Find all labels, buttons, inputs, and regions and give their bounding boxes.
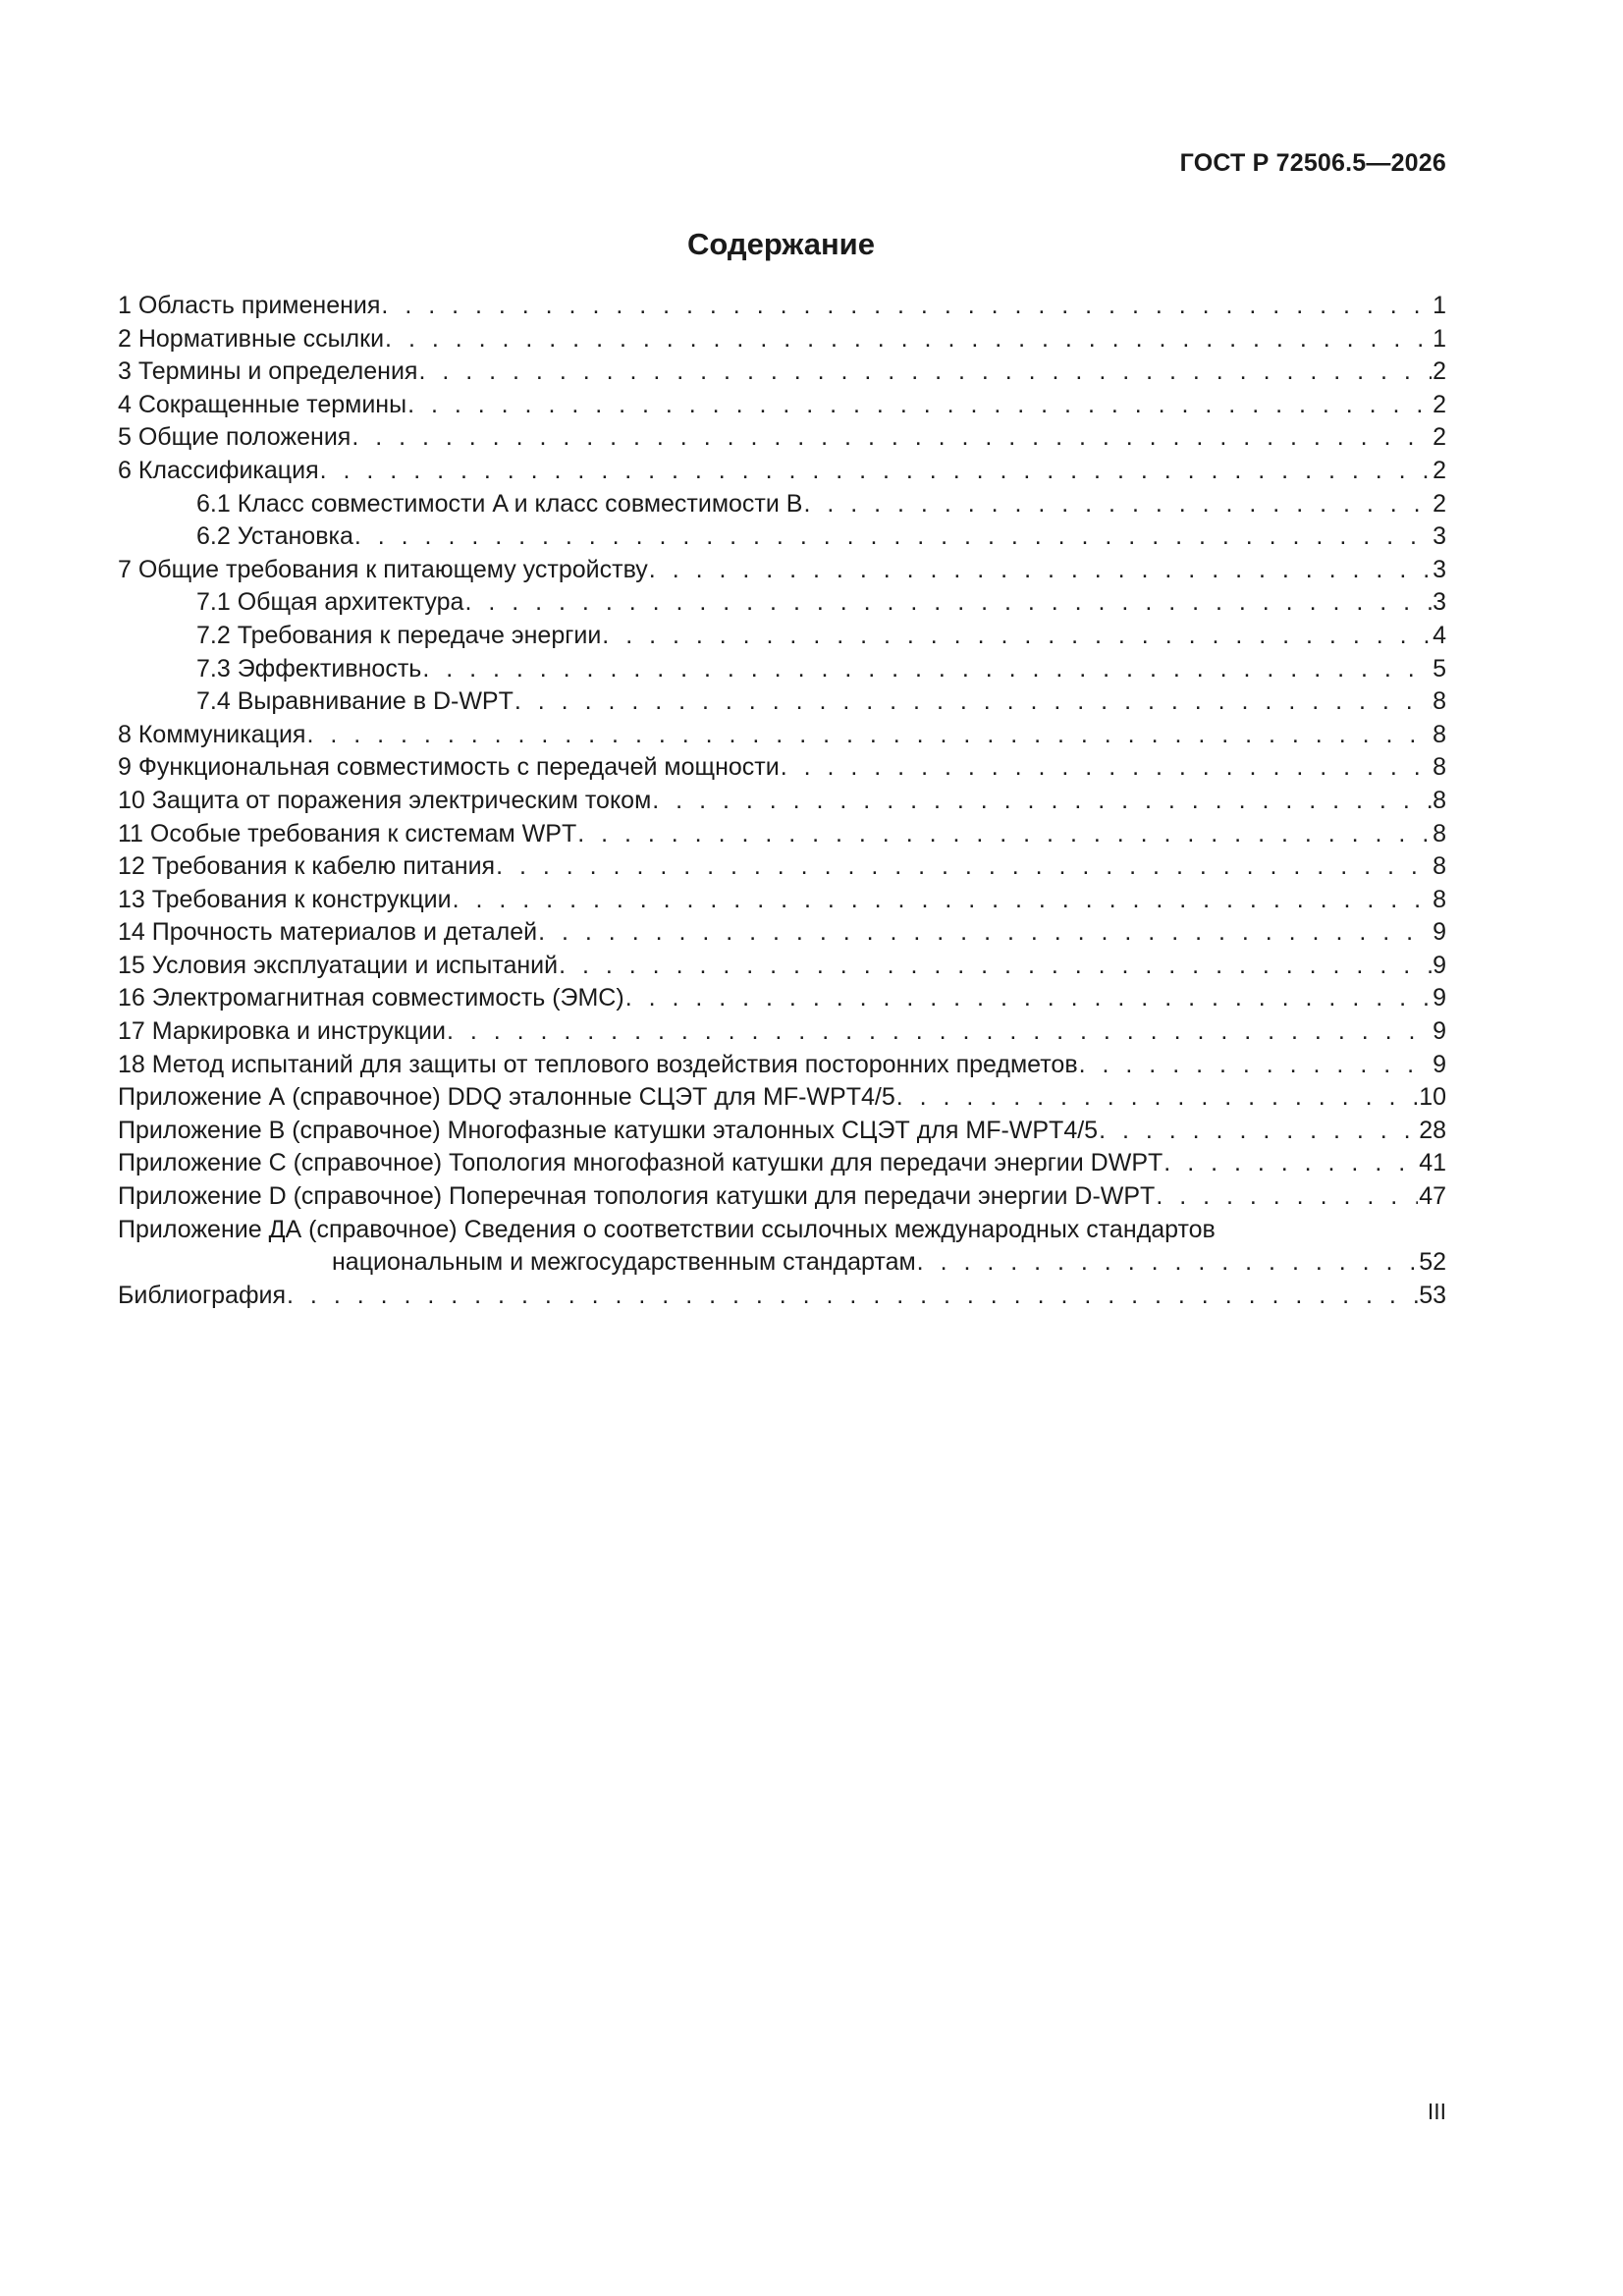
toc-entry-label: 13 Требования к конструкции bbox=[118, 885, 452, 913]
toc-entry-label: 1 Область применения bbox=[118, 292, 381, 319]
toc-entry-page: 3 bbox=[1433, 555, 1446, 583]
document-code: ГОСТ Р 72506.5—2026 bbox=[1179, 149, 1446, 177]
toc-entry-label: 7.2 Требования к передаче энергии bbox=[196, 621, 602, 649]
toc-entry-page: 9 bbox=[1433, 951, 1446, 979]
toc-entry-label: 3 Термины и определения bbox=[118, 357, 418, 386]
toc-leader-dots bbox=[1163, 1147, 1418, 1180]
toc-entry-page: 47 bbox=[1419, 1182, 1446, 1211]
toc-subentry[interactable] bbox=[118, 520, 1446, 554]
table-of-contents bbox=[118, 290, 1446, 1312]
toc-leader-dots bbox=[1079, 1049, 1432, 1082]
toc-entry-page: 28 bbox=[1419, 1116, 1446, 1144]
toc-entry[interactable] bbox=[118, 950, 1446, 983]
toc-entry-page: 2 bbox=[1433, 489, 1446, 518]
toc-entry-label: 8 Коммуникация bbox=[118, 720, 306, 748]
toc-leader-dots bbox=[1156, 1180, 1418, 1214]
toc-leader-dots bbox=[1099, 1115, 1418, 1148]
toc-entry[interactable] bbox=[118, 389, 1446, 422]
toc-entry-label: 11 Особые требования к системам WPT bbox=[118, 819, 577, 847]
toc-entry-page: 8 bbox=[1433, 852, 1446, 881]
toc-leader-dots bbox=[496, 850, 1432, 884]
toc-entry-label: 6 Классификация bbox=[118, 456, 319, 484]
toc-entry[interactable] bbox=[118, 421, 1446, 455]
toc-leader-dots bbox=[418, 355, 1432, 389]
toc-entry-page: 1 bbox=[1433, 292, 1446, 319]
toc-entry-page: 3 bbox=[1433, 588, 1446, 617]
toc-leader-dots bbox=[649, 554, 1432, 587]
toc-entry[interactable] bbox=[118, 916, 1446, 950]
page-number: III bbox=[1427, 2099, 1446, 2124]
toc-entry[interactable] bbox=[118, 884, 1446, 917]
toc-entry[interactable] bbox=[118, 1081, 1446, 1115]
toc-subentry[interactable] bbox=[118, 620, 1446, 653]
toc-title: Содержание bbox=[687, 227, 875, 261]
toc-entry[interactable] bbox=[118, 751, 1446, 785]
toc-entry-page: 9 bbox=[1433, 1050, 1446, 1078]
toc-entry[interactable] bbox=[118, 1115, 1446, 1148]
toc-entry-page: 8 bbox=[1433, 687, 1446, 716]
toc-entry-label: Библиография bbox=[118, 1281, 287, 1309]
toc-leader-dots bbox=[803, 488, 1432, 521]
toc-leader-dots bbox=[352, 421, 1432, 455]
toc-entry-label: Приложение С (справочное) Топология многофазной катушки для передачи энергии DWPT bbox=[118, 1149, 1163, 1177]
toc-entry-label: Приложение D (справочное) Поперечная топология катушки для передачи энергии D-WPT bbox=[118, 1182, 1156, 1211]
toc-entry-label: Приложение ДА (справочное) Сведения о соответствии ссылочных международных стандартов bbox=[118, 1215, 1216, 1243]
toc-entry-page: 9 bbox=[1433, 984, 1446, 1012]
toc-leader-dots bbox=[320, 455, 1432, 488]
toc-entry-page: 8 bbox=[1433, 720, 1446, 748]
toc-entry[interactable] bbox=[118, 719, 1446, 752]
toc-entry-label: 4 Сокращенные термины bbox=[118, 390, 407, 418]
toc-leader-dots bbox=[381, 290, 1432, 323]
toc-entry-label: 7.4 Выравнивание в D-WPT bbox=[196, 687, 514, 716]
toc-subentry[interactable] bbox=[118, 685, 1446, 719]
toc-entry[interactable] bbox=[118, 850, 1446, 884]
toc-entry-page: 9 bbox=[1433, 918, 1446, 947]
toc-entry-page: 8 bbox=[1433, 885, 1446, 913]
toc-entry[interactable] bbox=[118, 355, 1446, 389]
toc-subentry[interactable] bbox=[118, 653, 1446, 686]
toc-entry-page: 52 bbox=[1419, 1248, 1446, 1277]
toc-leader-dots bbox=[464, 586, 1432, 620]
toc-leader-dots bbox=[577, 818, 1432, 851]
toc-entry-label: 17 Маркировка и инструкции bbox=[118, 1017, 446, 1046]
toc-entry-page: 8 bbox=[1433, 819, 1446, 847]
toc-entry-label: Приложение А (справочное) DDQ эталонные СЦЭТ для MF-WPT4/5 bbox=[118, 1083, 895, 1112]
toc-entry-page: 9 bbox=[1433, 1017, 1446, 1046]
toc-entry[interactable] bbox=[118, 323, 1446, 356]
toc-leader-dots bbox=[422, 653, 1432, 686]
toc-entry-label: национальным и межгосударственным стандартам bbox=[332, 1248, 916, 1277]
toc-entry-page: 2 bbox=[1433, 390, 1446, 418]
toc-entry[interactable] bbox=[118, 1180, 1446, 1214]
toc-entries bbox=[118, 290, 1446, 1312]
toc-entry-label: 6.2 Установка bbox=[196, 522, 353, 551]
toc-entry-label: 6.1 Класс совместимости A и класс совместимости B bbox=[196, 489, 803, 518]
toc-entry-label: 18 Метод испытаний для защиты от теплового воздействия посторонних предметов bbox=[118, 1050, 1078, 1078]
toc-entry-page: 3 bbox=[1433, 522, 1446, 551]
toc-leader-dots bbox=[287, 1280, 1418, 1313]
toc-leader-dots bbox=[602, 620, 1432, 653]
toc-entry-page: 2 bbox=[1433, 423, 1446, 452]
toc-entry-page: 1 bbox=[1433, 324, 1446, 353]
toc-leader-dots bbox=[917, 1246, 1419, 1280]
toc-entry-label: 10 Защита от поражения электрическим током bbox=[118, 786, 652, 814]
toc-leader-dots bbox=[385, 323, 1432, 356]
toc-leader-dots bbox=[447, 1015, 1432, 1049]
toc-entry-page: 2 bbox=[1433, 357, 1446, 386]
toc-entry-page: 8 bbox=[1433, 753, 1446, 782]
toc-leader-dots bbox=[407, 389, 1432, 422]
toc-entry-label: 7.1 Общая архитектура bbox=[196, 588, 464, 617]
toc-leader-dots bbox=[652, 785, 1432, 818]
toc-subentry[interactable] bbox=[118, 586, 1446, 620]
toc-entry-page: 10 bbox=[1419, 1083, 1446, 1112]
toc-entry-label: 5 Общие положения bbox=[118, 423, 352, 452]
toc-entry-label: 9 Функциональная совместимость с передачей мощности bbox=[118, 753, 780, 782]
toc-entry[interactable] bbox=[118, 785, 1446, 818]
toc-entry-label: 7.3 Эффективность bbox=[196, 654, 422, 683]
toc-entry[interactable] bbox=[118, 982, 1446, 1015]
toc-entry-label: Приложение В (справочное) Многофазные катушки эталонных СЦЭТ для MF-WPT4/5 bbox=[118, 1116, 1099, 1144]
toc-entry-label: 14 Прочность материалов и деталей bbox=[118, 918, 538, 947]
toc-entry[interactable] bbox=[118, 1147, 1446, 1180]
toc-leader-dots bbox=[781, 751, 1432, 785]
toc-leader-dots bbox=[453, 884, 1432, 917]
toc-entry-page: 4 bbox=[1433, 621, 1446, 649]
toc-entry[interactable] bbox=[118, 290, 1446, 323]
toc-entry[interactable] bbox=[118, 554, 1446, 587]
toc-entry-label: 15 Условия эксплуатации и испытаний bbox=[118, 951, 559, 979]
toc-entry-label: 7 Общие требования к питающему устройству bbox=[118, 555, 648, 583]
toc-entry-page: 2 bbox=[1433, 456, 1446, 484]
toc-entry-page: 8 bbox=[1433, 786, 1446, 814]
toc-entry[interactable] bbox=[118, 1015, 1446, 1049]
toc-leader-dots bbox=[354, 520, 1432, 554]
toc-entry-label: 12 Требования к кабелю питания bbox=[118, 852, 496, 881]
toc-entry-page: 41 bbox=[1419, 1149, 1446, 1177]
toc-entry-annex-da-continuation[interactable] bbox=[118, 1246, 1446, 1280]
toc-leader-dots bbox=[625, 982, 1432, 1015]
toc-entry[interactable] bbox=[118, 1049, 1446, 1082]
toc-leader-dots bbox=[559, 950, 1432, 983]
toc-entry-label: 2 Нормативные ссылки bbox=[118, 324, 385, 353]
toc-entry-annex-da[interactable] bbox=[118, 1214, 1446, 1247]
toc-subentry[interactable] bbox=[118, 488, 1446, 521]
toc-entry-bibliography[interactable] bbox=[118, 1280, 1446, 1313]
toc-entry-page: 53 bbox=[1419, 1281, 1446, 1309]
toc-entry-page: 5 bbox=[1433, 654, 1446, 683]
toc-leader-dots bbox=[896, 1081, 1418, 1115]
toc-entry-label: 16 Электромагнитная совместимость (ЭМС) bbox=[118, 984, 624, 1012]
toc-entry[interactable] bbox=[118, 455, 1446, 488]
toc-leader-dots bbox=[514, 685, 1432, 719]
toc-entry[interactable] bbox=[118, 818, 1446, 851]
toc-leader-dots bbox=[306, 719, 1432, 752]
toc-leader-dots bbox=[538, 916, 1432, 950]
